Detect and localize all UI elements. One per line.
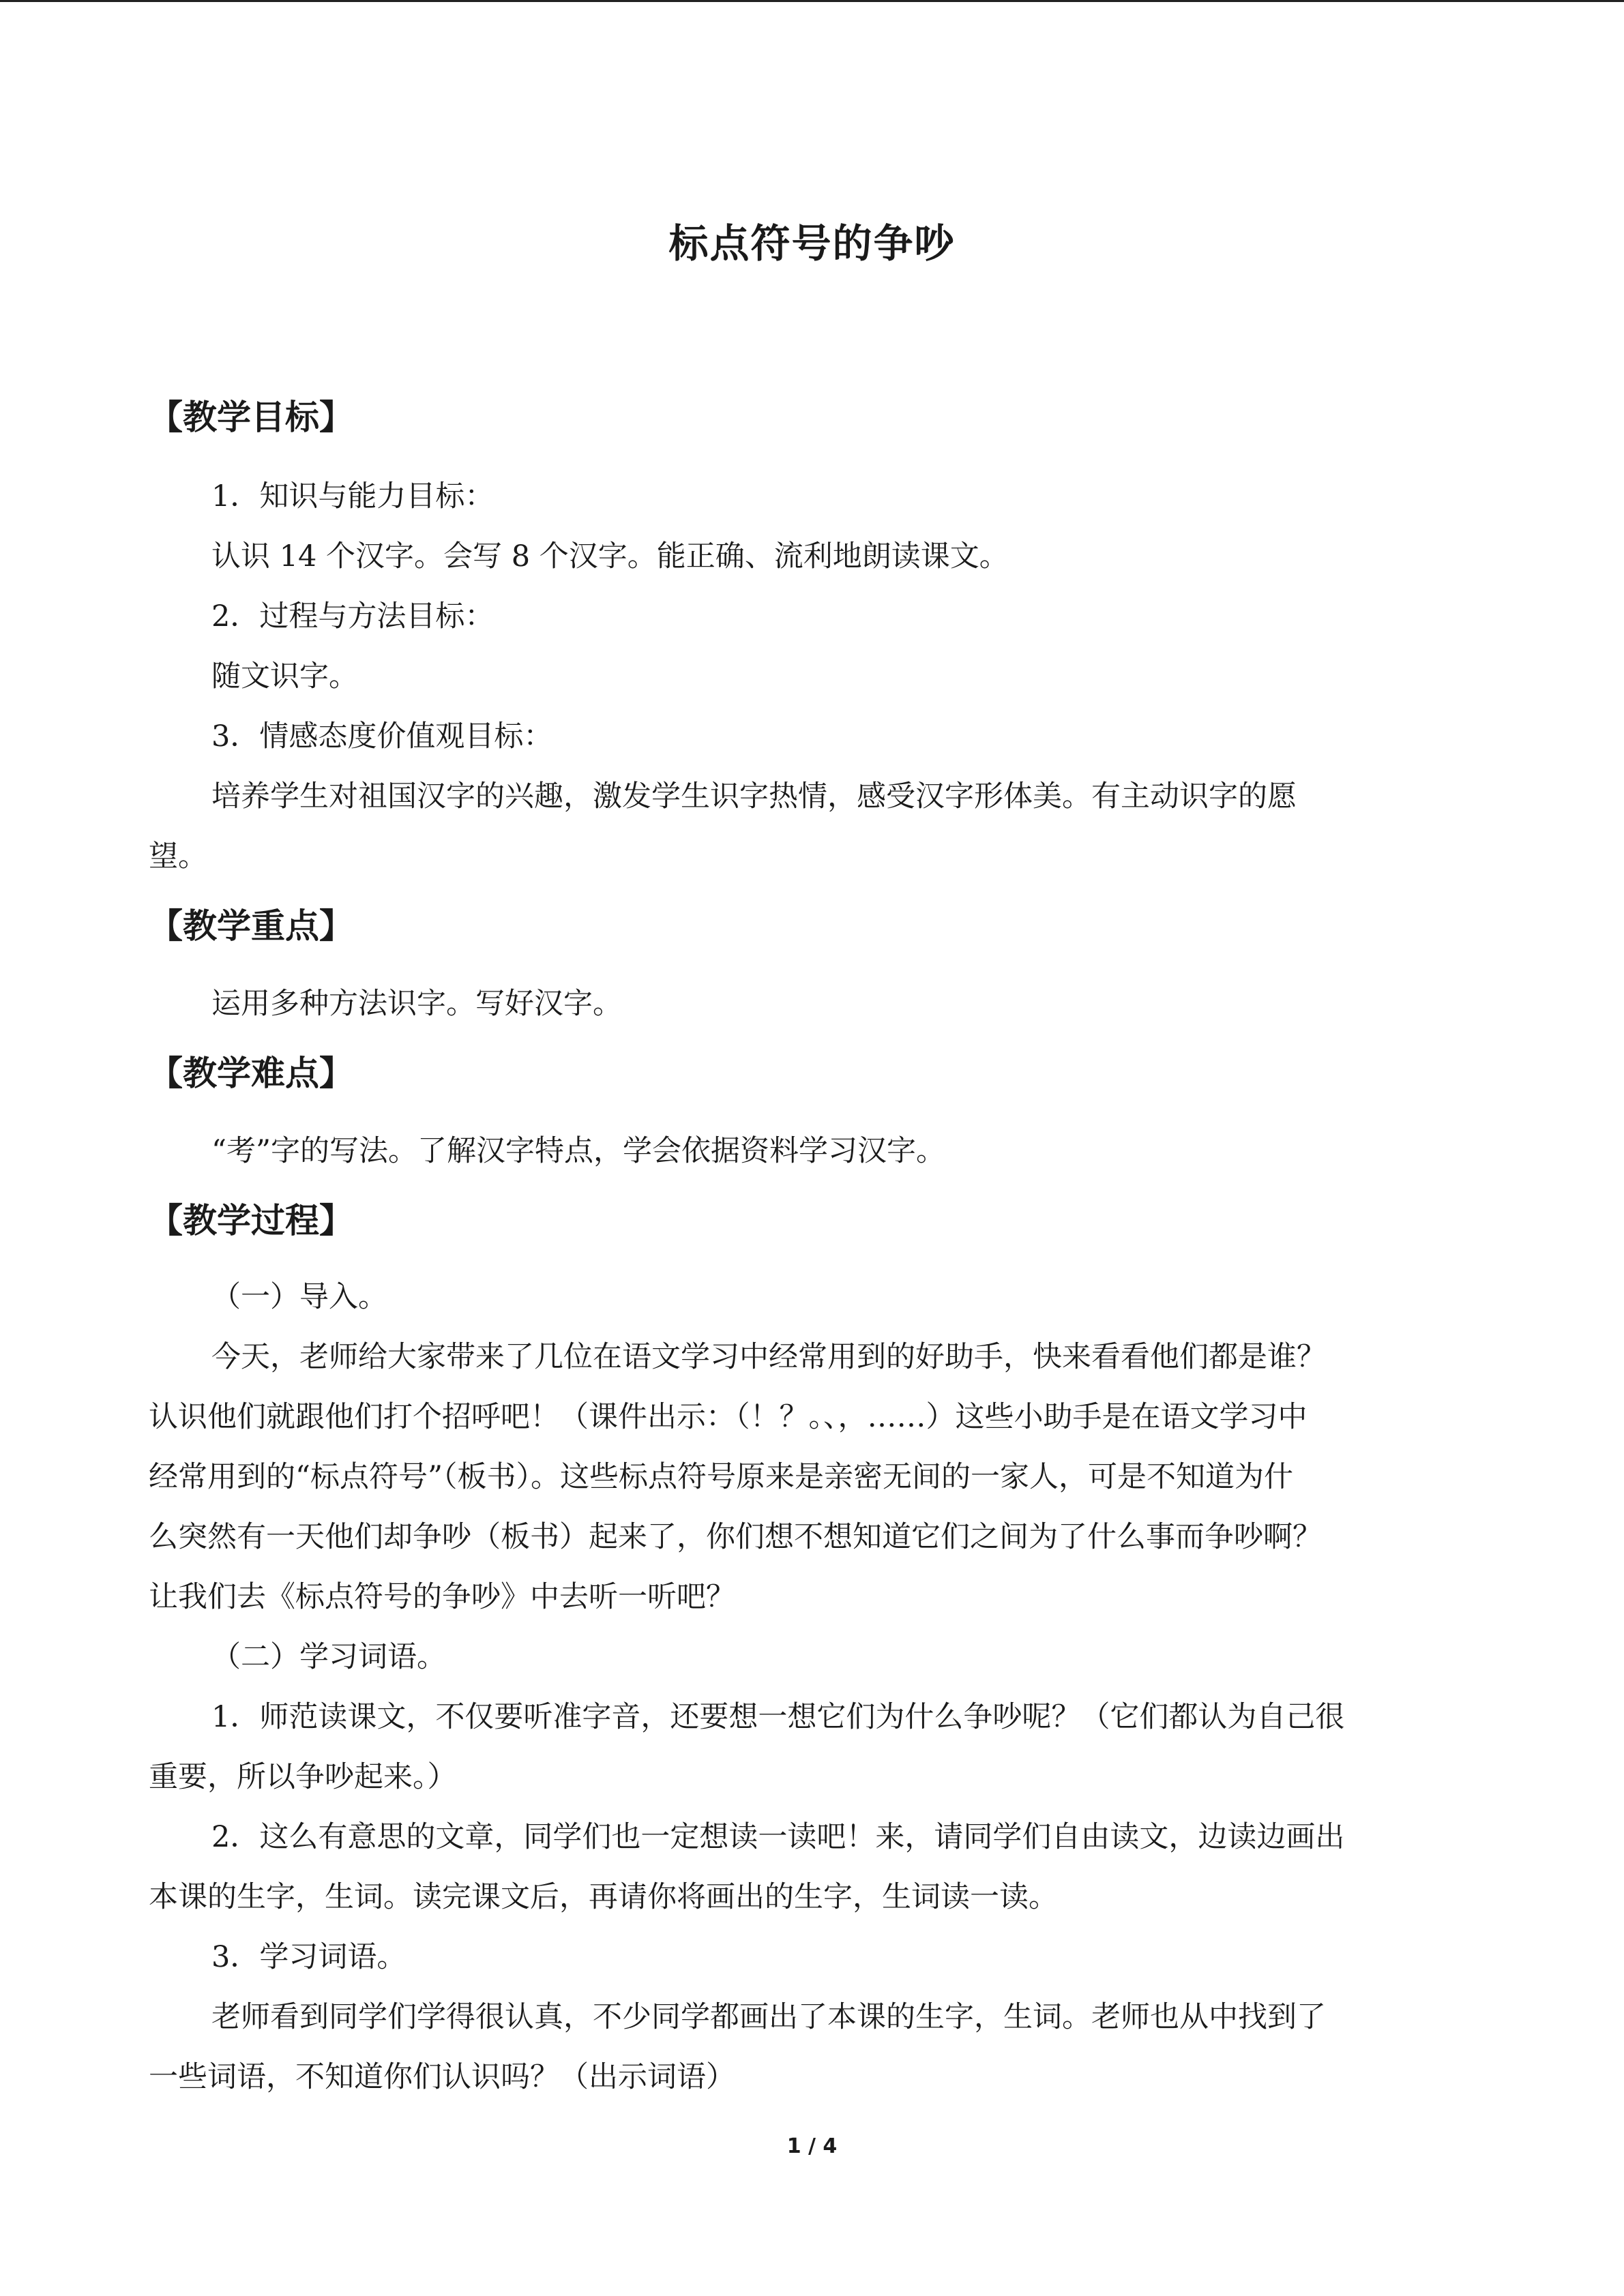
goal-item-2-text: 随文识字。 (211, 659, 358, 694)
process-part1-line3: 经常用到的“标点符号”（板书）。这些标点符号原来是亲密无间的一家人，可是不知道为什 (149, 1460, 1293, 1494)
page-number: 1 / 4 (786, 2134, 838, 2158)
page-title: 标点符号的争吵 (668, 220, 956, 267)
section-heading-process: 【教学过程】 (149, 1201, 353, 1240)
process-part1-label: （一）导入。 (211, 1280, 387, 1314)
goal-item-2-label: 2．过程与方法目标： (211, 599, 494, 633)
goal-item-1-text: 认识 14 个汉字。会写 8 个汉字。能正确、流利地朗读课文。 (211, 539, 1009, 573)
process-step1-line2: 重要，所以争吵起来。） (149, 1760, 457, 1794)
section-heading-goals: 【教学目标】 (149, 398, 353, 437)
process-part1-line2: 认识他们就跟他们打个招呼吧！（课件出示：（！？。、，……）这些小助手是在语文学习中 (149, 1400, 1308, 1434)
process-step3-label: 3．学习词语。 (211, 1940, 407, 1974)
section-heading-key-points: 【教学重点】 (149, 906, 353, 946)
goal-item-1-label: 1．知识与能力目标： (211, 479, 494, 513)
process-step2-line2: 本课的生字，生词。读完课文后，再请你将画出的生字，生词读一读。 (149, 1880, 1058, 1914)
goal-item-3-text-line1: 培养学生对祖国汉字的兴趣，激发学生识字热情，感受汉字形体美。有主动识字的愿 (211, 779, 1297, 814)
process-part1-line5: 让我们去《标点符号的争吵》中去听一听吧？ (149, 1580, 735, 1614)
process-step3-line1: 老师看到同学们学得很认真，不少同学都画出了本课的生字，生词。老师也从中找到了 (211, 2000, 1326, 2034)
process-step3-line2: 一些词语，不知道你们认识吗？（出示词语） (149, 2060, 735, 2094)
goal-item-3-label: 3．情感态度价值观目标： (211, 719, 553, 754)
process-part1-line4: 么突然有一天他们却争吵（板书）起来了，你们想不想知道它们之间为了什么事而争吵啊？ (149, 1520, 1322, 1554)
difficulties-text: “考”字的写法。了解汉字特点，学会依据资料学习汉字。 (211, 1134, 945, 1168)
top-border-line (0, 0, 1624, 2)
process-step1-line1: 1．师范读课文，不仅要听准字音，还要想一想它们为什么争吵呢？（它们都认为自己很 (211, 1700, 1345, 1734)
process-part2-label: （二）学习词语。 (211, 1640, 446, 1674)
key-points-text: 运用多种方法识字。写好汉字。 (211, 987, 622, 1021)
section-heading-difficulties: 【教学难点】 (149, 1054, 353, 1093)
process-step2-line1: 2．这么有意思的文章，同学们也一定想读一读吧！来，请同学们自由读文，边读边画出 (211, 1820, 1345, 1854)
process-part1-line1: 今天，老师给大家带来了几位在语文学习中经常用到的好助手，快来看看他们都是谁？ (211, 1340, 1326, 1374)
goal-item-3-text-line2: 望。 (149, 839, 207, 874)
